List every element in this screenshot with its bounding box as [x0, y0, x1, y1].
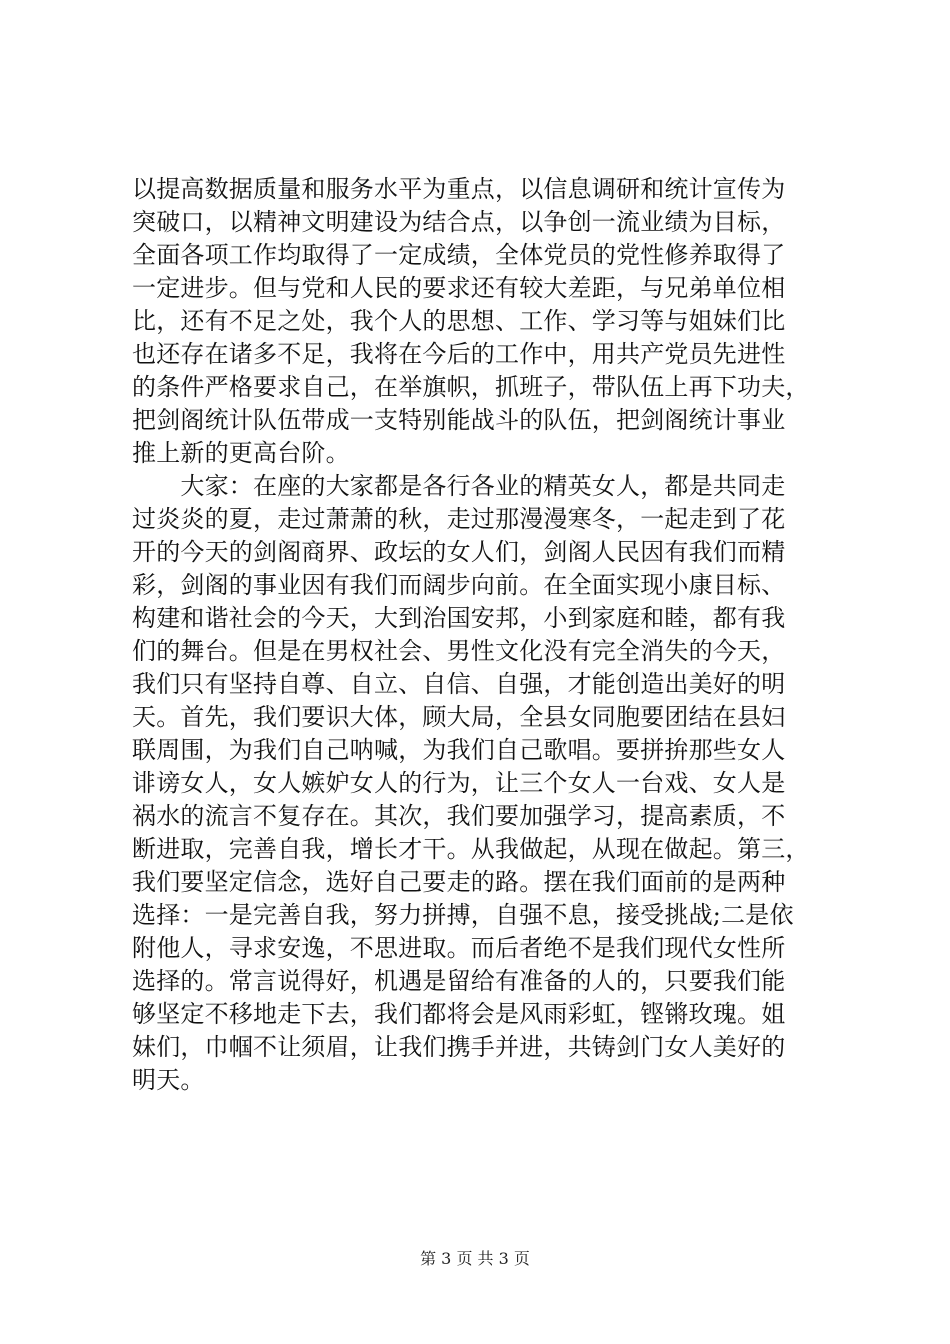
- text-line: 祸水的流言不复存在。其次，我们要加强学习，提高素质，不: [132, 802, 786, 830]
- document-body: [132, 173, 832, 1097]
- text-line: 彩，剑阁的事业因有我们而阔步向前。在全面实现小康目标、: [132, 571, 786, 599]
- text-line: 选择的。常言说得好，机遇是留给有准备的人的，只要我们能: [132, 967, 786, 995]
- text-line: 全面各项工作均取得了一定成绩，全体党员的党性修养取得了: [132, 241, 786, 269]
- text-line: 大家：在座的大家都是各行各业的精英女人，都是共同走: [132, 472, 786, 500]
- text-line: 断进取，完善自我，增长才干。从我做起，从现在做起。第三，: [132, 835, 810, 863]
- text-line: 我们只有坚持自尊、自立、自信、自强，才能创造出美好的明: [132, 670, 786, 698]
- text-line: 的条件严格要求自己，在举旗帜，抓班子，带队伍上再下功夫，: [132, 373, 810, 401]
- text-line: 以提高数据质量和服务水平为重点，以信息调研和统计宣传为: [132, 175, 786, 203]
- page-footer: [0, 1248, 950, 1270]
- text-line: 明天。: [132, 1066, 205, 1094]
- page-number-label: 第 3 页 共 3 页: [420, 1249, 530, 1268]
- text-line: 我们要坚定信念，选好自己要走的路。摆在我们面前的是两种: [132, 868, 786, 896]
- text-line: 妹们，巾帼不让须眉，让我们携手并进，共铸剑门女人美好的: [132, 1033, 786, 1061]
- text-line: 把剑阁统计队伍带成一支特别能战斗的队伍，把剑阁统计事业: [132, 406, 786, 434]
- text-line: 推上新的更高台阶。: [132, 439, 350, 467]
- text-line: 突破口，以精神文明建设为结合点，以争创一流业绩为目标，: [132, 208, 786, 236]
- text-line: 天。首先，我们要识大体，顾大局，全县女同胞要团结在县妇: [132, 703, 786, 731]
- text-line: 构建和谐社会的今天，大到治国安邦，小到家庭和睦，都有我: [132, 604, 786, 632]
- text-line: 一定进步。但与党和人民的要求还有较大差距，与兄弟单位相: [132, 274, 786, 302]
- text-line: 选择：一是完善自我，努力拼搏，自强不息，接受挑战;二是依: [132, 901, 794, 929]
- text-line: 够坚定不移地走下去，我们都将会是风雨彩虹，铿锵玫瑰。姐: [132, 1000, 786, 1028]
- text-line: 们的舞台。但是在男权社会、男性文化没有完全消失的今天，: [132, 637, 786, 665]
- text-line: 开的今天的剑阁商界、政坛的女人们，剑阁人民因有我们而精: [132, 538, 786, 566]
- text-line: 诽谤女人，女人嫉妒女人的行为，让三个女人一台戏、女人是: [132, 769, 786, 797]
- text-line: 也还存在诸多不足，我将在今后的工作中，用共产党员先进性: [132, 340, 786, 368]
- text-line: 联周围，为我们自己呐喊，为我们自己歌唱。要拼拚那些女人: [132, 736, 786, 764]
- text-line: 比，还有不足之处，我个人的思想、工作、学习等与姐妹们比: [132, 307, 786, 335]
- text-line: 过炎炎的夏，走过萧萧的秋，走过那漫漫寒冬，一起走到了花: [132, 505, 786, 533]
- text-line: 附他人，寻求安逸，不思进取。而后者绝不是我们现代女性所: [132, 934, 786, 962]
